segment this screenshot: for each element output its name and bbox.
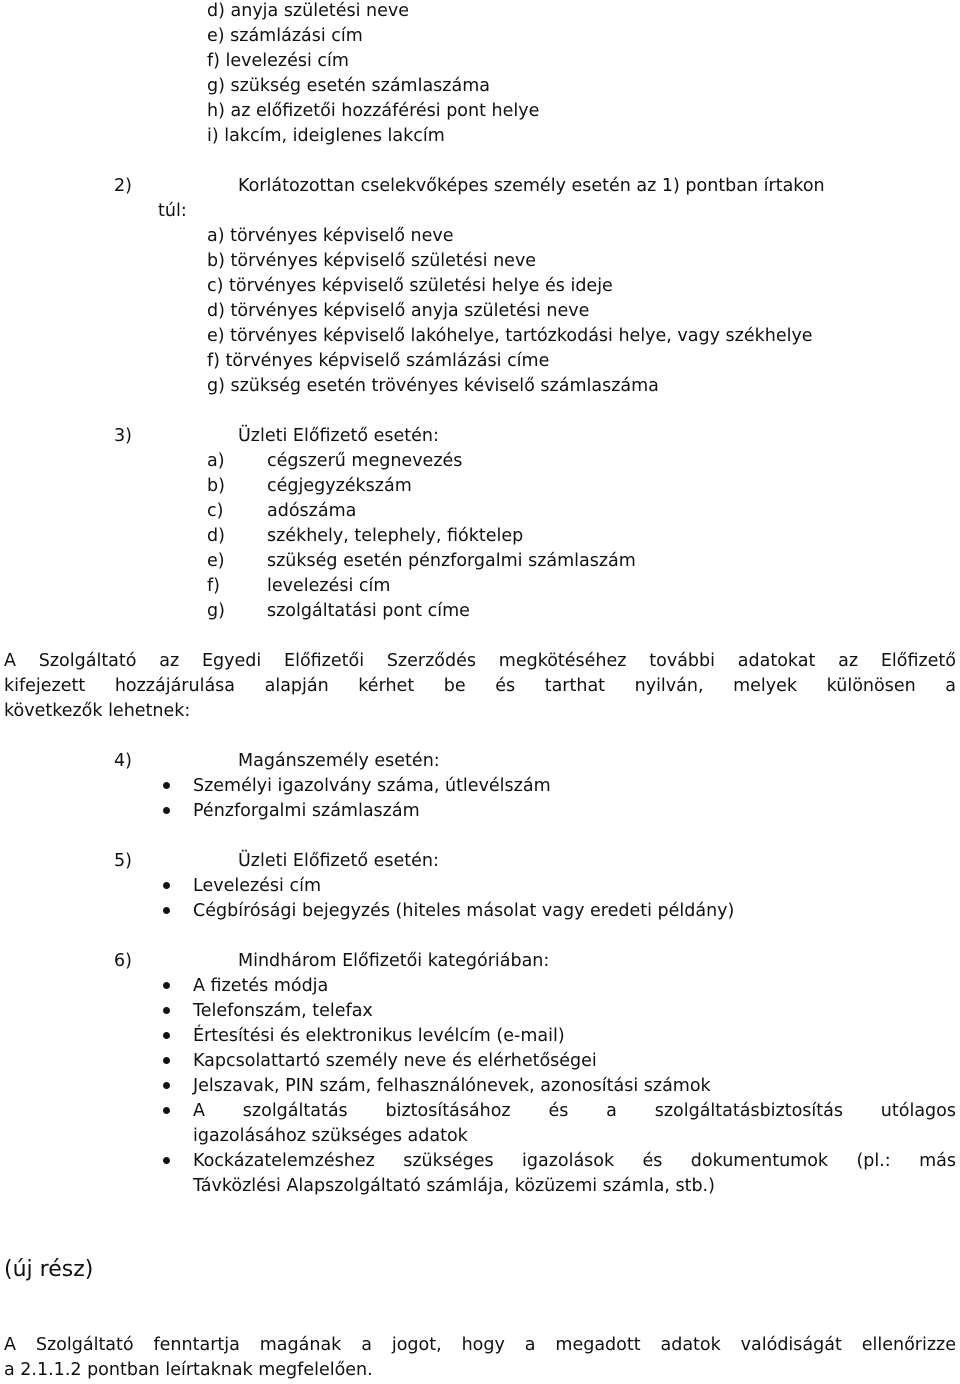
list-item: c) törvényes képviselő születési helye és ideje <box>207 276 613 296</box>
bullet-item: Jelszavak, PIN szám, felhasználónevek, azonosítási számok <box>193 1076 711 1096</box>
list-item: cégjegyzékszám <box>267 476 412 496</box>
new-part-label: (új rész) <box>4 1257 94 1282</box>
list-item: szolgáltatási pont címe <box>267 601 470 621</box>
bullet-icon <box>163 1057 170 1064</box>
paragraph-line: A Szolgáltató fenntartja magának a jogot, hogy a megadott adatok valódiságát ellenőrizze <box>4 1335 956 1355</box>
bullet-icon <box>163 1032 170 1039</box>
bullet-item: Kapcsolattartó személy neve és elérhetőségei <box>193 1051 597 1071</box>
bullet-item: A szolgáltatás biztosításához és a szolgáltatásbiztosítás utólagos <box>193 1101 956 1121</box>
list-item-letter: c) <box>207 501 224 521</box>
bullet-item: Cégbírósági bejegyzés (hiteles másolat vagy eredeti példány) <box>193 901 735 921</box>
list-item: a) törvényes képviselő neve <box>207 226 454 246</box>
list-item-letter: d) <box>207 526 225 546</box>
bullet-item: Telefonszám, telefax <box>193 1001 373 1021</box>
section-heading: Korlátozottan cselekvőképes személy esetén az 1) pontban írtakon <box>238 176 825 196</box>
section-number: 5) <box>114 851 132 871</box>
bullet-icon <box>163 982 170 989</box>
bullet-item: Értesítési és elektronikus levélcím (e-mail) <box>193 1026 565 1046</box>
section-heading: Üzleti Előfizető esetén: <box>238 851 439 871</box>
list-item: d) anyja születési neve <box>207 1 409 21</box>
list-item: f) törvényes képviselő számlázási címe <box>207 351 550 371</box>
bullet-item: Levelezési cím <box>193 876 321 896</box>
list-item: cégszerű megnevezés <box>267 451 463 471</box>
section-number: 6) <box>114 951 132 971</box>
bullet-icon <box>163 1107 170 1114</box>
section-heading: Magánszemély esetén: <box>238 751 440 771</box>
list-item: g) szükség esetén trövényes kéviselő számlaszáma <box>207 376 659 396</box>
list-item: szükség esetén pénzforgalmi számlaszám <box>267 551 636 571</box>
list-item: g) szükség esetén számlaszáma <box>207 76 490 96</box>
bullet-icon <box>163 1082 170 1089</box>
list-item-letter: a) <box>207 451 225 471</box>
section-heading: Mindhárom Előfizetői kategóriában: <box>238 951 550 971</box>
paragraph-line: A Szolgáltató az Egyedi Előfizetői Szerződés megkötéséhez további adatokat az Előfizető <box>4 651 956 671</box>
bullet-item: Pénzforgalmi számlaszám <box>193 801 420 821</box>
section-number: 2) <box>114 176 132 196</box>
list-item: adószáma <box>267 501 357 521</box>
list-item: f) levelezési cím <box>207 51 349 71</box>
list-item: e) számlázási cím <box>207 26 363 46</box>
list-item: h) az előfizetői hozzáférési pont helye <box>207 101 540 121</box>
list-item: székhely, telephely, fióktelep <box>267 526 524 546</box>
list-item: d) törvényes képviselő anyja születési neve <box>207 301 590 321</box>
bullet-item: A fizetés módja <box>193 976 329 996</box>
list-item: levelezési cím <box>267 576 391 596</box>
bullet-icon <box>163 882 170 889</box>
section-number: 4) <box>114 751 132 771</box>
list-item-letter: e) <box>207 551 225 571</box>
list-item: b) törvényes képviselő születési neve <box>207 251 537 271</box>
paragraph-line: a 2.1.1.2 pontban leírtaknak megfelelően. <box>4 1360 373 1380</box>
list-item-letter: g) <box>207 601 225 621</box>
paragraph-line: következők lehetnek: <box>4 701 191 721</box>
list-item: e) törvényes képviselő lakóhelye, tartózkodási helye, vagy székhelye <box>207 326 813 346</box>
bullet-item-continuation: igazolásához szükséges adatok <box>193 1126 468 1146</box>
list-item-letter: b) <box>207 476 225 496</box>
list-item: i) lakcím, ideiglenes lakcím <box>207 126 445 146</box>
section-heading: Üzleti Előfizető esetén: <box>238 426 439 446</box>
bullet-item: Kockázatelemzéshez szükséges igazolások és dokumentumok (pl.: más <box>193 1151 956 1171</box>
paragraph-line: kifejezett hozzájárulása alapján kérhet be és tarthat nyilván, melyek különösen a <box>4 676 956 696</box>
bullet-icon <box>163 807 170 814</box>
bullet-item: Személyi igazolvány száma, útlevélszám <box>193 776 551 796</box>
section-heading-continuation: túl: <box>158 201 187 221</box>
bullet-icon <box>163 1157 170 1164</box>
bullet-icon <box>163 1007 170 1014</box>
bullet-icon <box>163 907 170 914</box>
list-item-letter: f) <box>207 576 220 596</box>
bullet-item-continuation: Távközlési Alapszolgáltató számlája, közüzemi számla, stb.) <box>193 1176 715 1196</box>
section-number: 3) <box>114 426 132 446</box>
bullet-icon <box>163 782 170 789</box>
